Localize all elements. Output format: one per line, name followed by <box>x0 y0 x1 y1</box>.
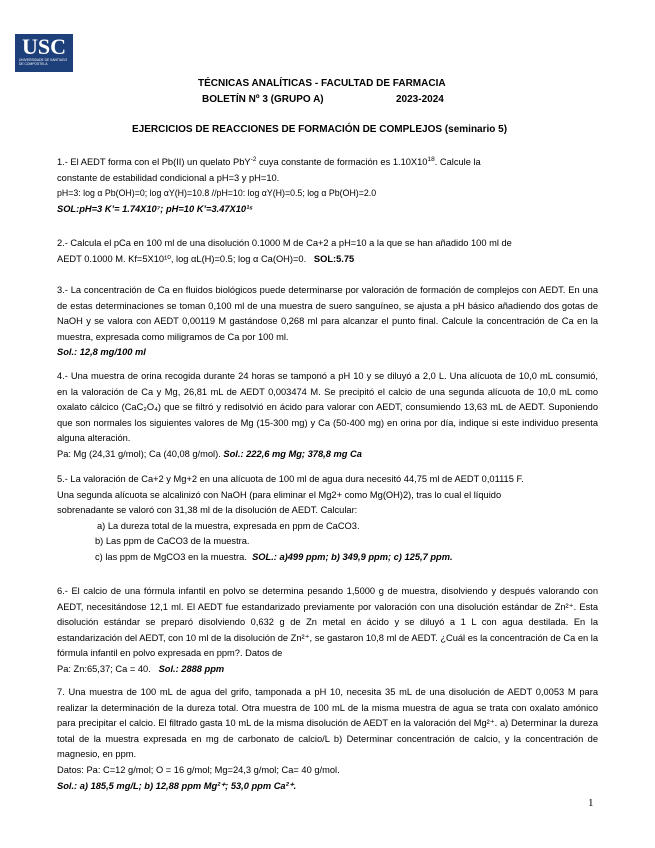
exercise-5-item-c-line: c) las ppm de MgCO3 en la muestra. SOL.: a)499 ppm; b) 349,9 ppm; c) 125,7 ppm. <box>95 551 453 562</box>
exercise-3-solution: Sol.: 12,8 mg/100 ml <box>57 347 146 358</box>
exercise-5 <box>57 472 598 566</box>
exercise-7 <box>57 685 598 794</box>
exercise-5-item-b: b) Las ppm de CaCO3 de la muestra. <box>95 536 250 547</box>
exercise-2-solution: SOL:5.75 <box>313 253 355 264</box>
logo-text: USC <box>21 34 66 59</box>
exercise-2 <box>57 236 598 267</box>
exercise-5-line-3: sobrenadante se valoró con 31,38 ml de la disolución de AEDT. Calcular: <box>57 505 358 516</box>
exercise-7-solution: Sol.: a) 185,5 mg/L; b) 12,88 ppm Mg²⁺; 53,0 ppm Ca²⁺. <box>57 780 297 791</box>
exercise-5-line-2: Una segunda alícuota se alcalinizó con NaOH (para eliminar el Mg2+ como Mg(OH)2), tras lo cual el líquido <box>57 489 502 500</box>
usc-logo <box>15 34 73 72</box>
exercise-6-text: 6.- El calcio de una fórmula infantil en polvo se determina pesando 1,5000 g de muestra, disolviendo y después valorando con AEDT, necesitándose 12,1 ml. El AEDT fue estandarizado previamente por valoración con una disolución estándar de Zn²⁺. Esta disolución estándar se preparó disolviendo 0,632 g de Zn metal en ácido y se diluyó a 1 L con agua destilada. En la estandarización del AEDT, con 10 ml de la disolución de Zn²⁺, se gastaron 10,8 ml de AEDT. ¿Cuál es la concentración de Ca en la fórmula infantil en polvo expresada en ppm?. Datos de <box>57 586 598 659</box>
bulletin-label: BOLETÍN Nº 3 (GRUPO A) <box>202 94 324 105</box>
exercise-3-text: 3.- La concentración de Ca en fluidos biológicos puede determinarse por valoración de formación de complejos con AEDT. En una de estas determinaciones se toman 0,100 ml de una muestra de suero sanguíneo, se ajusta a pH básico añadiendo dos gotas de NaOH y se valora con AEDT 0,00119 M gastándose 0,268 ml para alcanzar el punto final. Calcule la concentración de Ca en la muestra, expresada como miligramos de Ca por 100 ml. <box>57 285 598 342</box>
exercise-4-data-line: Pa: Mg (24,31 g/mol); Ca (40,08 g/mol). Sol.: 222,6 mg Mg; 378,8 mg Ca <box>57 448 362 459</box>
page-number: 1 <box>588 797 594 809</box>
exercise-6 <box>57 584 598 678</box>
exercise-1-line-2: constante de estabilidad condicional a pH=3 y pH=10. <box>57 172 280 183</box>
exercise-4 <box>57 369 598 463</box>
exercise-1-solution: SOL:pH=3 K’= 1.74X10⁷; pH=10 K’=3.47X10¹⁵ <box>57 203 253 214</box>
section-title: EJERCICIOS DE REACCIONES DE FORMACIÓN DE COMPLEJOS (seminario 5) <box>132 124 508 135</box>
document-title: TÉCNICAS ANALÍTICAS - FACULTAD DE FARMACIA <box>198 78 446 89</box>
exercise-7-data: Datos: Pa: C=12 g/mol; O = 16 g/mol; Mg=24,3 g/mol; Ca= 40 g/mol. <box>57 764 340 775</box>
exercise-2-line-1: 2.- Calcula el pCa en 100 ml de una disolución 0.1000 M de Ca+2 a pH=10 a la que se han añadido 100 ml de <box>57 238 512 248</box>
exercise-7-text: 7. Una muestra de 100 mL de agua del grifo, tamponada a pH 10, necesita 35 mL de una disolución de AEDT 0,0053 M para realizar la determinación de la dureza total. Otra muestra de 100 mL de la misma muestra de agua se trata con oxalato amónico para precipitar el calcio. El filtrado gasta 10 mL de la misma disolución de AEDT en la valoración del Mg²⁺. a) Determinar la dureza total de la muestra expresada en mg de carbonato de calcio/L b) Determinar concentración de calcio, y la concentración de magnesio, en ppm. <box>57 687 598 760</box>
exercise-6-data-line: Pa: Zn:65,37; Ca = 40. Sol.: 2888 ppm <box>57 663 225 674</box>
exercise-4-solution: Sol.: 222,6 mg Mg; 378,8 mg Ca <box>223 448 362 459</box>
exercise-5-item-a: a) La dureza total de la muestra, expresada en ppm de CaCO3. <box>97 520 360 531</box>
exercise-4-text: 4.- Una muestra de orina recogida durante 24 horas se tamponó a pH 10 y se diluyó a 2,0 L. Una alícuota de 10,0 mL consumió, en la valoración de Ca y Mg, 26,81 mL de AEDT 0,003474 M. Se precipitó el calcio de una segunda alícuota de 10,0 mL como oxalato cálcico (CaC₂O₄) que se filtró y redisolvió en ácido para valorar con AEDT, consumiendo 13,63 mL de AEDT. Suponiendo que son normales los siguientes valores de Mg (15-300 mg) y Ca (50-400 mg) en orina por día, indique si este individuo presenta alguna alteración. <box>57 371 598 444</box>
exercise-5-solution: SOL.: a)499 ppm; b) 349,9 ppm; c) 125,7 ppm. <box>252 551 453 562</box>
exercise-1 <box>57 155 598 217</box>
exercise-1-line-1: 1.- El AEDT forma con el Pb(II) un quelato PbY$^{-2}$ cuya constante de formación es $1.10X10^{18}$. Calcule la <box>57 155 481 167</box>
exercise-3 <box>57 283 598 361</box>
exercise-2-line-2: AEDT 0.1000 M. Kf=5X10¹⁰, log αL(H)=0.5; log α Ca(OH)=0. SOL:5.75 <box>57 253 355 264</box>
exercise-5-line-1: 5.- La valoración de Ca+2 y Mg+2 en una alícuota de 100 ml de agua dura necesitó 44,75 ml de AEDT 0,01115 F. <box>57 474 524 484</box>
exercise-1-data: pH=3: log α Pb(OH)=0; log αY(H)=10.8 //pH=10: log αY(H)=0.5; log α Pb(OH)=2.0 <box>57 188 377 199</box>
academic-year: 2023-2024 <box>396 94 444 105</box>
logo-subtitle: UNIVERSIDADE DE SANTIAGO DE COMPOSTELA <box>19 58 68 66</box>
exercise-6-solution: Sol.: 2888 ppm <box>158 663 225 674</box>
